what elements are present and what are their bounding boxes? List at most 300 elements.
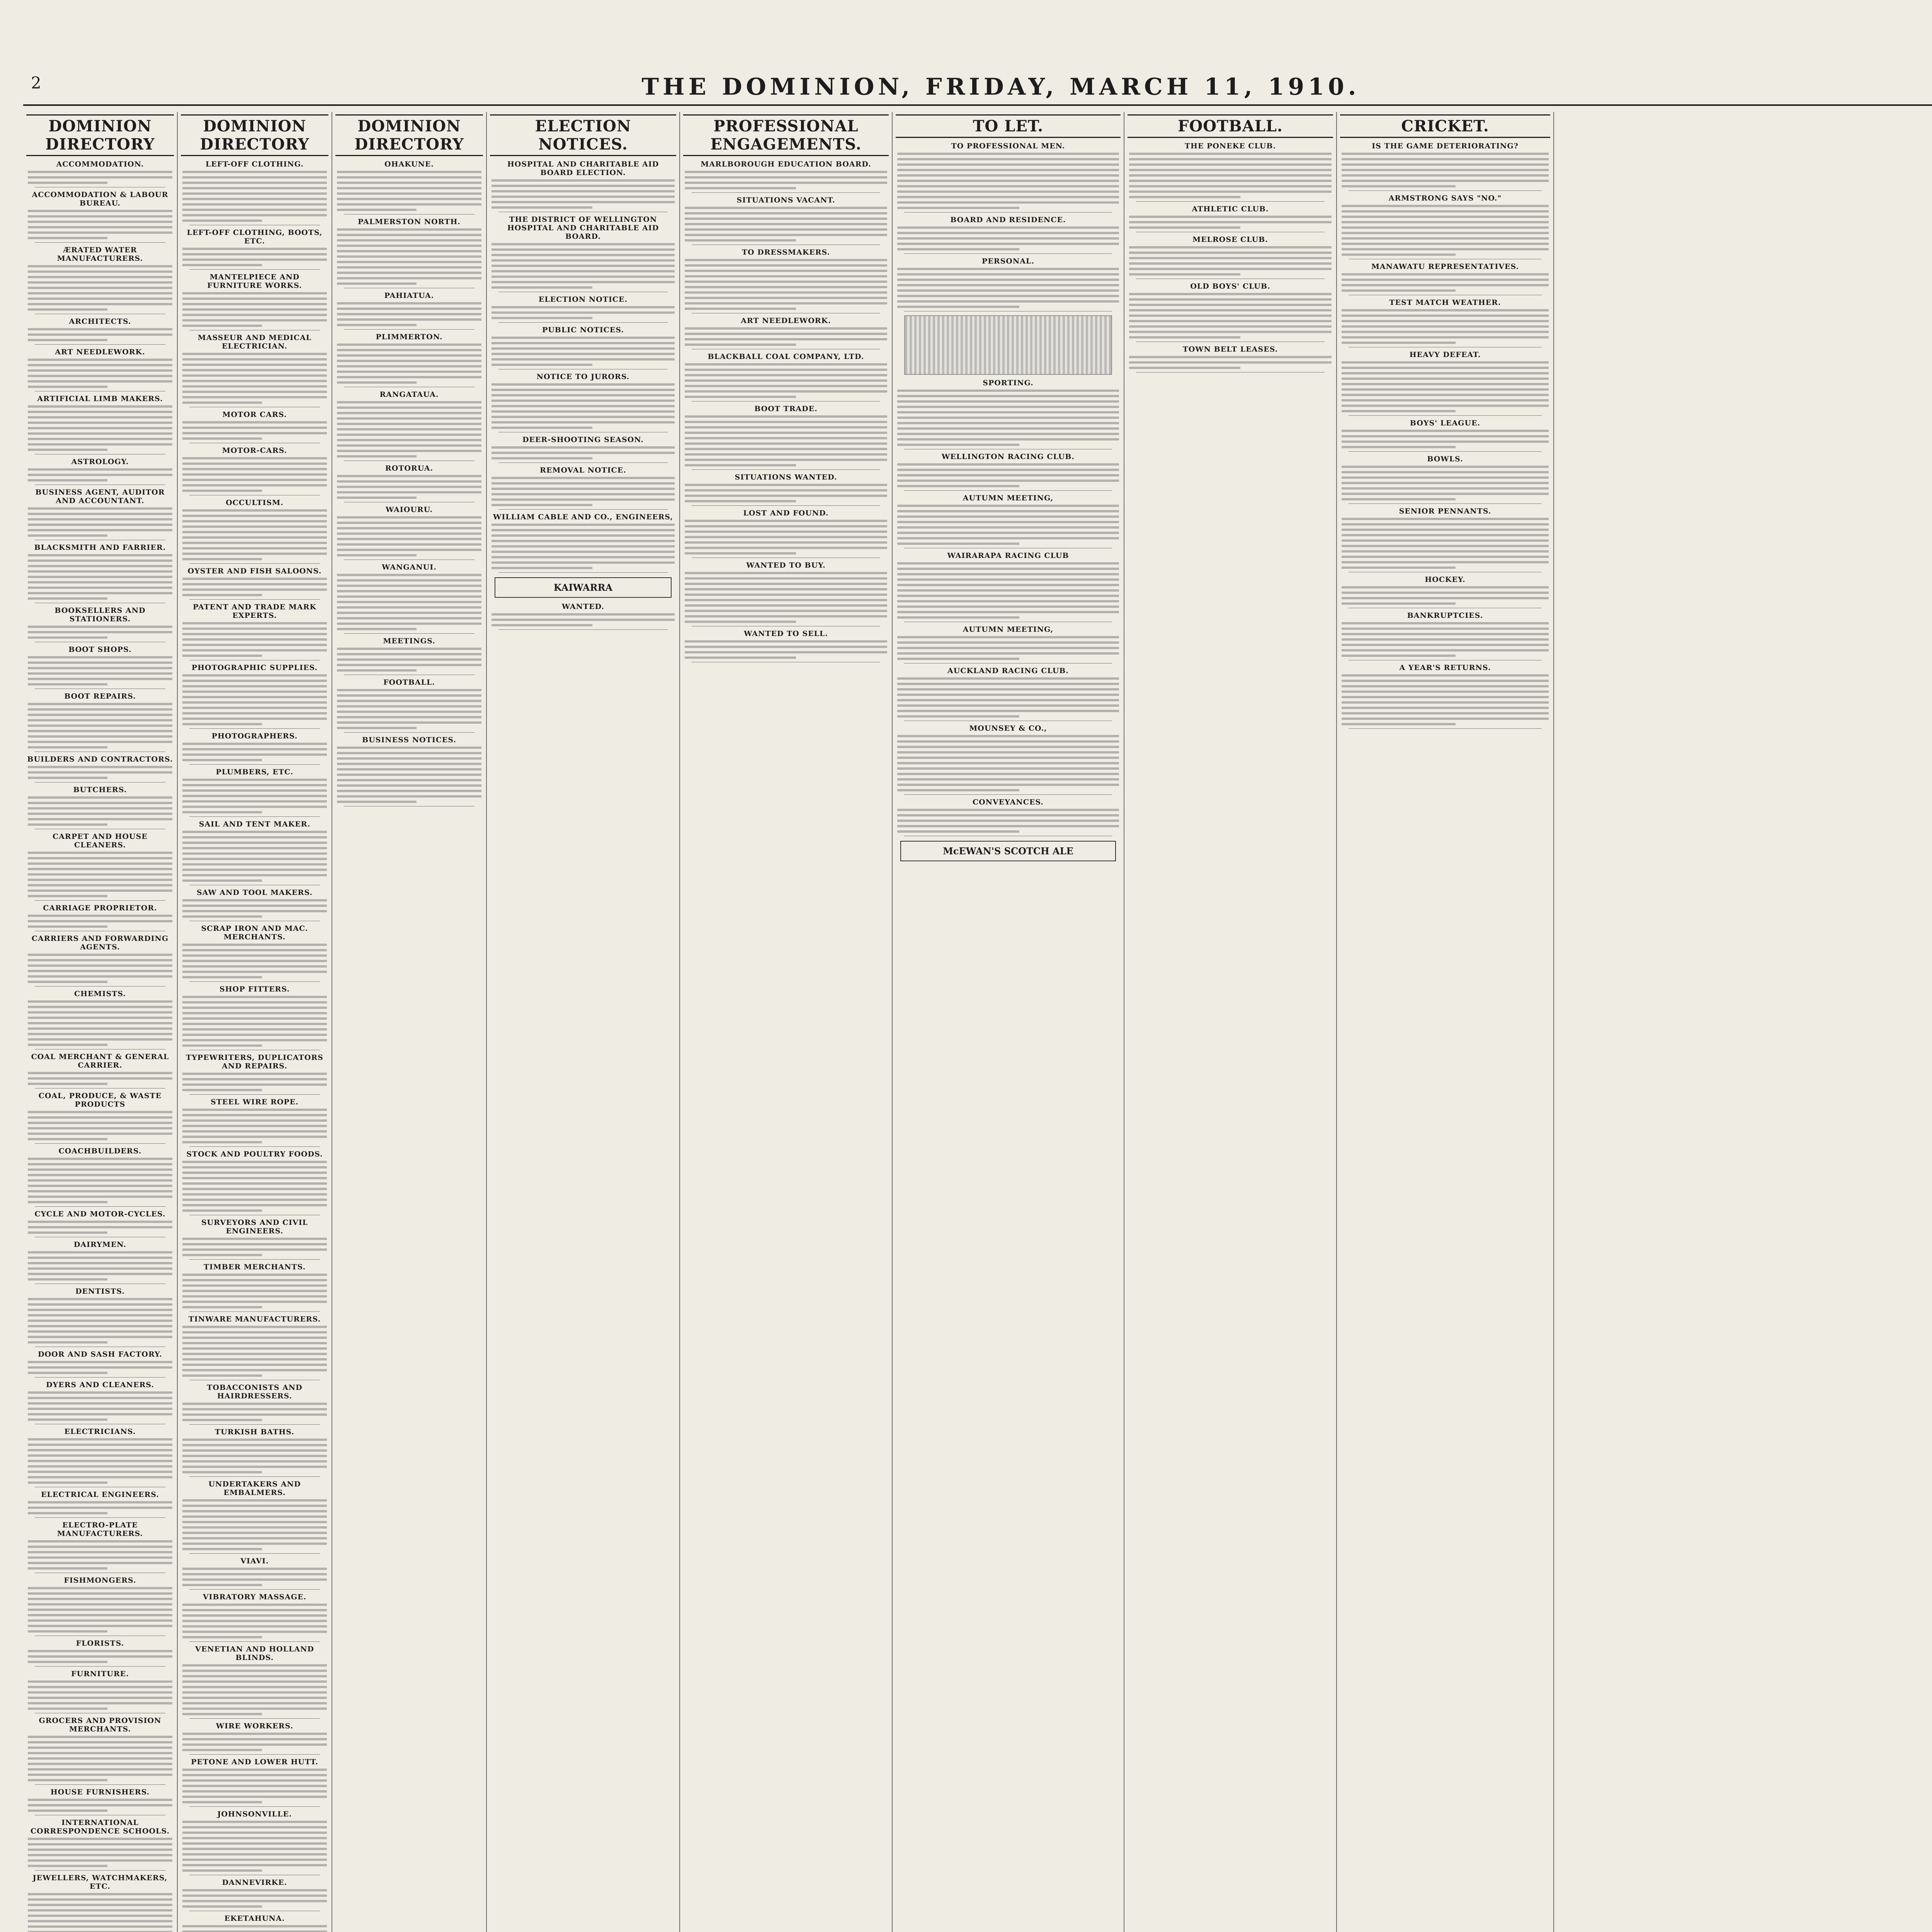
divider [1349,728,1542,729]
body-text-block [28,1838,172,1867]
body-text-block [28,1298,172,1344]
section-heading: WAIOURU. [385,505,433,514]
body-text-block [182,1073,327,1091]
body-text-block [337,302,481,326]
divider [35,1517,165,1518]
divider [1349,415,1542,416]
section-heading: WELLINGTON RACING CLUB. [941,452,1075,461]
divider [344,633,474,634]
body-text-block [1342,622,1549,657]
section-heading: ROTORUA. [385,464,434,473]
body-text-block [182,1274,327,1308]
divider [35,900,165,901]
divider [189,1424,320,1425]
body-text-block [685,415,887,466]
body-text-block [1342,205,1549,256]
body-text-block [182,1925,327,1932]
body-text-block [182,1499,327,1550]
divider [35,1377,165,1378]
divider [35,344,165,345]
body-text-block [337,747,481,803]
divider [35,1784,165,1785]
body-text-block [1342,153,1549,187]
column-4 [487,112,680,1932]
body-text-block [182,996,327,1047]
section-heading: CYCLE AND MOTOR-CYCLES. [34,1210,166,1218]
section-heading: OYSTER AND FISH SALOONS. [187,567,322,575]
body-text-block [1342,586,1549,605]
body-text-block [182,1889,327,1908]
divider [1349,503,1542,504]
divider [189,1754,320,1755]
column-header: FOOTBALL. [1128,114,1333,138]
divider [35,242,165,243]
body-text-block [182,171,327,222]
column-header: DOMINION DIRECTORY [26,114,174,156]
body-text-block [337,648,481,672]
section-heading: DENTISTS. [75,1287,125,1296]
section-heading: FISHMONGERS. [64,1576,136,1585]
divider [189,1259,320,1260]
masthead [23,70,1932,106]
body-text-block [182,1664,327,1715]
section-heading: THE PONEKE CLUB. [1184,142,1276,150]
section-heading: COAL, PRODUCE, & WASTE PRODUCTS [38,1092,162,1109]
body-text-block [182,1439,327,1473]
body-text-block [1342,273,1549,292]
body-text-block [1342,430,1549,448]
divider [35,1870,165,1871]
body-text-block [1129,293,1332,338]
body-text-block [492,179,675,209]
section-heading: STOCK AND POULTRY FOODS. [186,1150,323,1158]
section-heading: STEEL WIRE ROPE. [211,1098,299,1106]
section-heading: TIMBER MERCHANTS. [203,1263,306,1271]
section-heading: OHAKUNE. [384,160,434,168]
body-text-block [182,1769,327,1803]
body-text-block [28,703,172,748]
body-text-block [28,1736,172,1781]
divider [189,1589,320,1590]
body-text-block [182,1238,327,1256]
body-text-block [897,677,1119,718]
section-heading: PAHIATUA. [384,291,434,300]
body-text-block [28,1680,172,1710]
section-heading: VENETIAN AND HOLLAND BLINDS. [195,1645,314,1662]
section-heading: SURVEYORS AND CIVIL ENGINEERS. [201,1218,308,1235]
divider [189,981,320,982]
body-text-block [182,831,327,882]
body-text-block [1342,361,1549,412]
body-text-block [28,265,172,311]
body-text-block [28,954,172,983]
section-heading: FLORISTS. [76,1639,124,1648]
body-text-block [685,484,887,502]
divider [344,732,474,733]
section-heading: WANGANUI. [382,563,437,571]
divider [189,1641,320,1642]
body-text-block [28,1221,172,1234]
divider [692,505,880,506]
section-heading: MANAWATU REPRESENTATIVES. [1371,262,1519,271]
divider [189,563,320,564]
body-text-block [492,613,675,626]
section-heading: OCCULTISM. [226,498,284,507]
divider [189,1806,320,1807]
section-heading: BOOT TRADE. [754,405,818,413]
section-heading: ARTIFICIAL LIMB MAKERS. [37,395,163,403]
section-heading: PLIMMERTON. [376,333,443,341]
divider [189,764,320,765]
divider [692,192,880,193]
body-text-block [28,359,172,388]
section-heading: ELECTION NOTICE. [538,295,628,304]
body-text-block [182,1821,327,1872]
section-heading: PALMERSTON NORTH. [358,218,461,226]
divider [904,794,1112,795]
section-heading: LEFT-OFF CLOTHING. [206,160,304,168]
section-heading: AUTUMN MEETING, [963,494,1054,502]
section-heading: ARCHITECTS. [69,317,131,326]
section-heading: TINWARE MANUFACTURERS. [188,1315,321,1323]
section-heading: MOTOR CARS. [222,410,287,419]
section-heading: COACHBUILDERS. [58,1147,142,1155]
body-text-block [28,852,172,897]
section-heading: INTERNATIONAL CORRESPONDENCE SCHOOLS. [30,1818,170,1835]
column-2 [178,112,332,1932]
section-heading: DANNEVIRKE. [222,1878,287,1887]
body-text-block [182,421,327,440]
body-text-block [492,383,675,429]
body-text-block [28,1799,172,1812]
section-heading: PHOTOGRAPHIC SUPPLIES. [191,663,318,672]
body-text-block [897,226,1119,250]
section-heading: GROCERS AND PROVISION MERCHANTS. [39,1716,162,1733]
body-text-block [337,574,481,630]
section-heading: MASSEUR AND MEDICAL ELECTRICIAN. [197,333,312,350]
section-heading: ARMSTRONG SAYS "NO." [1388,194,1502,202]
body-text-block [182,1568,327,1586]
body-text-block [897,268,1119,308]
section-heading: TYPEWRITERS, DUPLICATORS AND REPAIRS. [186,1053,323,1070]
section-heading: SAW AND TOOL MAKERS. [196,888,313,897]
divider [904,212,1112,213]
column-5 [680,112,893,1932]
section-heading: JEWELLERS, WATCHMAKERS, ETC. [32,1874,168,1891]
body-text-block [897,636,1119,660]
body-text-block [897,735,1119,791]
divider [692,469,880,470]
section-heading: TOWN BELT LEASES. [1182,345,1278,354]
body-text-block [1342,309,1549,344]
divider [189,1094,320,1095]
body-text-block [182,779,327,813]
body-text-block [182,1604,327,1638]
body-text-block [182,1403,327,1421]
section-heading: CHEMISTS. [74,990,126,998]
body-text-block [28,405,172,451]
section-heading: NOTICE TO JURORS. [536,372,630,381]
section-heading: PETONE AND LOWER HUTT. [191,1758,318,1766]
divider [189,1311,320,1312]
section-heading: LOST AND FOUND. [743,509,829,517]
body-text-block [182,248,327,266]
body-text-block [897,562,1119,619]
racing-illustration [904,315,1112,375]
divider [904,490,1112,491]
section-heading: IS THE GAME DETERIORATING? [1372,142,1519,150]
body-text-block [337,401,481,457]
section-heading: ELECTRO-PLATE MANUFACTURERS. [57,1521,143,1538]
section-heading: SAIL AND TENT MAKER. [199,820,311,828]
section-heading: WANTED TO BUY. [746,561,826,570]
section-heading: THE DISTRICT OF WELLINGTON HOSPITAL AND CHARITABLE AID BOARD. [507,215,659,241]
section-heading: BOYS' LEAGUE. [1410,419,1481,427]
divider [498,629,668,630]
section-heading: PLUMBERS, ETC. [216,768,294,776]
section-heading: SITUATIONS WANTED. [735,473,837,481]
column-1 [23,112,178,1932]
body-text-block [492,524,675,569]
divider [189,599,320,600]
section-heading: RANGATAUA. [379,390,439,399]
body-text-block [492,243,675,289]
column-7 [1124,112,1337,1932]
column-3 [332,112,487,1932]
section-heading: ACCOMMODATION & LABOUR BUREAU. [32,190,168,207]
divider [189,1718,320,1719]
divider [35,1666,165,1667]
divider [1349,190,1542,191]
section-heading: BANKRUPTCIES. [1407,611,1483,620]
section-heading: MOTOR-CARS. [222,446,287,455]
section-heading: ÆRATED WATER MANUFACTURERS. [57,246,143,263]
section-heading: SPORTING. [983,379,1034,387]
section-heading: ATHLETIC CLUB. [1192,205,1269,213]
body-text-block [897,463,1119,487]
section-heading: SCRAP IRON AND MAC. MERCHANTS. [201,924,308,941]
body-text-block [182,1326,327,1377]
section-heading: ART NEEDLEWORK. [55,348,145,356]
body-text-block [182,622,327,657]
section-heading: SHOP FITTERS. [219,985,290,993]
mcewans-ad: McEWAN'S SCOTCH ALE [900,841,1116,861]
section-heading: COAL MERCHANT & GENERAL CARRIER. [31,1053,169,1070]
body-text-block [28,210,172,239]
body-text-block [28,1000,172,1046]
section-heading: AUCKLAND RACING CLUB. [947,667,1069,675]
section-heading: PATENT AND TRADE MARK EXPERTS. [193,603,316,620]
body-text-block [182,743,327,761]
divider [35,1206,165,1207]
section-heading: ELECTRICAL ENGINEERS. [41,1490,159,1499]
divider [498,572,668,573]
body-text-block [182,509,327,560]
body-text-block [182,1109,327,1143]
newspaper-title: THE DOMINION, FRIDAY, MARCH 11, 1910. [641,73,1360,100]
body-text-block [28,1251,172,1281]
section-heading: PUBLIC NOTICES. [542,326,624,334]
section-heading: WANTED. [561,602,605,611]
body-text-block [1129,153,1332,198]
columns-area [23,112,1932,1932]
divider [498,322,668,323]
section-heading: BUILDERS AND CONTRACTORS. [27,755,173,764]
section-heading: BOWLS. [1427,455,1463,463]
page-number: 2 [31,73,41,92]
section-heading: BUSINESS AGENT, AUDITOR AND ACCOUNTANT. [35,488,165,505]
body-text-block [685,640,887,659]
section-heading: PHOTOGRAPHERS. [211,732,298,740]
body-text-block [28,1391,172,1421]
section-heading: WILLIAM CABLE AND CO., ENGINEERS, [493,513,673,521]
section-heading: MANTELPIECE AND FURNITURE WORKS. [207,273,302,290]
body-text-block [492,477,675,506]
section-heading: HOSPITAL AND CHARITABLE AID BOARD ELECTION. [507,160,659,177]
body-text-block [182,674,327,725]
section-heading: BUSINESS NOTICES. [362,736,456,744]
body-text-block [28,1540,172,1570]
section-heading: WIRE WORKERS. [216,1722,294,1730]
column-header: CRICKET. [1340,114,1550,138]
section-heading: REMOVAL NOTICE. [540,466,626,474]
body-text-block [685,171,887,189]
body-text-block [182,944,327,978]
body-text-block [897,505,1119,545]
section-heading: WAIRARAPA RACING CLUB [947,551,1069,560]
body-text-block [28,1893,172,1932]
body-text-block [28,1111,172,1140]
divider [904,253,1112,254]
section-heading: BOOKSELLERS AND STATIONERS. [54,606,146,623]
body-text-block [337,228,481,285]
section-heading: BUTCHERS. [73,786,127,794]
section-heading: CARRIERS AND FORWARDING AGENTS. [31,934,169,951]
column-6 [893,112,1124,1932]
column-header: ELECTION NOTICES. [490,114,676,156]
kaiwarra-ad: KAIWARRA [495,577,672,598]
section-heading: SENIOR PENNANTS. [1399,507,1492,515]
section-heading: BOOT SHOPS. [68,645,132,654]
column-header: DOMINION DIRECTORY [335,114,483,156]
section-heading: ART NEEDLEWORK. [741,316,831,325]
body-text-block [182,353,327,404]
section-heading: EKETAHUNA. [224,1914,285,1923]
section-heading: BLACKBALL COAL COMPANY, LTD. [707,352,864,361]
body-text-block [337,344,481,384]
body-text-block [182,292,327,327]
section-heading: TEST MATCH WEATHER. [1389,298,1501,307]
body-text-block [492,306,675,319]
body-text-block [337,516,481,556]
section-heading: UNDERTAKERS AND EMBALMERS. [208,1480,301,1497]
body-text-block [182,457,327,492]
section-heading: HOCKEY. [1425,575,1466,584]
body-text-block [28,328,172,341]
section-heading: JOHNSONVILLE. [217,1810,292,1818]
body-text-block [685,207,887,242]
divider [35,1143,165,1144]
body-text-block [337,171,481,211]
section-heading: FURNITURE. [71,1670,129,1678]
section-heading: CONVEYANCES. [973,798,1044,806]
column-header: TO LET. [896,114,1121,138]
section-heading: DOOR AND SASH FACTORY. [38,1350,162,1359]
section-heading: DEER-SHOOTING SEASON. [522,435,644,444]
section-heading: ELECTRICIANS. [64,1427,136,1436]
section-heading: TO DRESSMAKERS. [742,248,830,257]
body-text-block [28,1158,172,1203]
column-header: PROFESSIONAL ENGAGEMENTS. [683,114,889,156]
column-8 [1337,112,1554,1932]
body-text-block [28,507,172,537]
body-text-block [182,1161,327,1212]
body-text-block [28,171,172,184]
section-heading: TURKISH BATHS. [215,1428,294,1436]
body-text-block [1129,356,1332,369]
divider [189,1553,320,1554]
section-heading: AUTUMN MEETING, [963,625,1054,634]
body-text-block [897,153,1119,209]
body-text-block [492,337,675,366]
section-heading: SITUATIONS VACANT. [736,196,835,204]
divider [189,1146,320,1147]
section-heading: HEAVY DEFEAT. [1409,350,1481,359]
body-text-block [337,475,481,499]
section-heading: ACCOMMODATION. [56,160,144,168]
body-text-block [492,446,675,459]
divider [189,728,320,729]
section-heading: DAIRYMEN. [73,1240,127,1249]
section-heading: BLACKSMITH AND FARRIER. [34,543,166,552]
body-text-block [28,796,172,826]
section-heading: BOARD AND RESIDENCE. [950,216,1066,224]
section-heading: PERSONAL. [982,257,1034,265]
body-text-block [1129,216,1332,229]
body-text-block [28,656,172,685]
body-text-block [28,554,172,600]
divider [189,1476,320,1477]
section-heading: MEETINGS. [383,637,435,645]
section-heading: VIBRATORY MASSAGE. [202,1593,307,1601]
section-heading: CARPET AND HOUSE CLEANERS. [53,832,148,849]
body-text-block [28,1072,172,1085]
body-text-block [182,578,327,596]
divider [344,329,474,330]
section-heading: LEFT-OFF CLOTHING, BOOTS, ETC. [187,228,323,245]
divider [1349,451,1542,452]
body-text-block [28,1587,172,1633]
body-text-block [685,327,887,346]
body-text-block [182,1733,327,1751]
divider [1136,201,1325,202]
body-text-block [28,915,172,928]
body-text-block [685,259,887,310]
section-heading: MARLBOROUGH EDUCATION BOARD. [701,160,871,168]
body-text-block [897,389,1119,446]
body-text-block [28,766,172,779]
section-heading: MELROSE CLUB. [1192,235,1268,244]
body-text-block [1342,674,1549,725]
section-heading: TO PROFESSIONAL MEN. [951,142,1065,150]
body-text-block [28,1361,172,1374]
divider [189,816,320,817]
body-text-block [28,1501,172,1514]
body-text-block [685,520,887,554]
section-heading: CARRIAGE PROPRIETOR. [43,904,157,912]
section-heading: FOOTBALL. [383,678,435,687]
body-text-block [685,572,887,623]
